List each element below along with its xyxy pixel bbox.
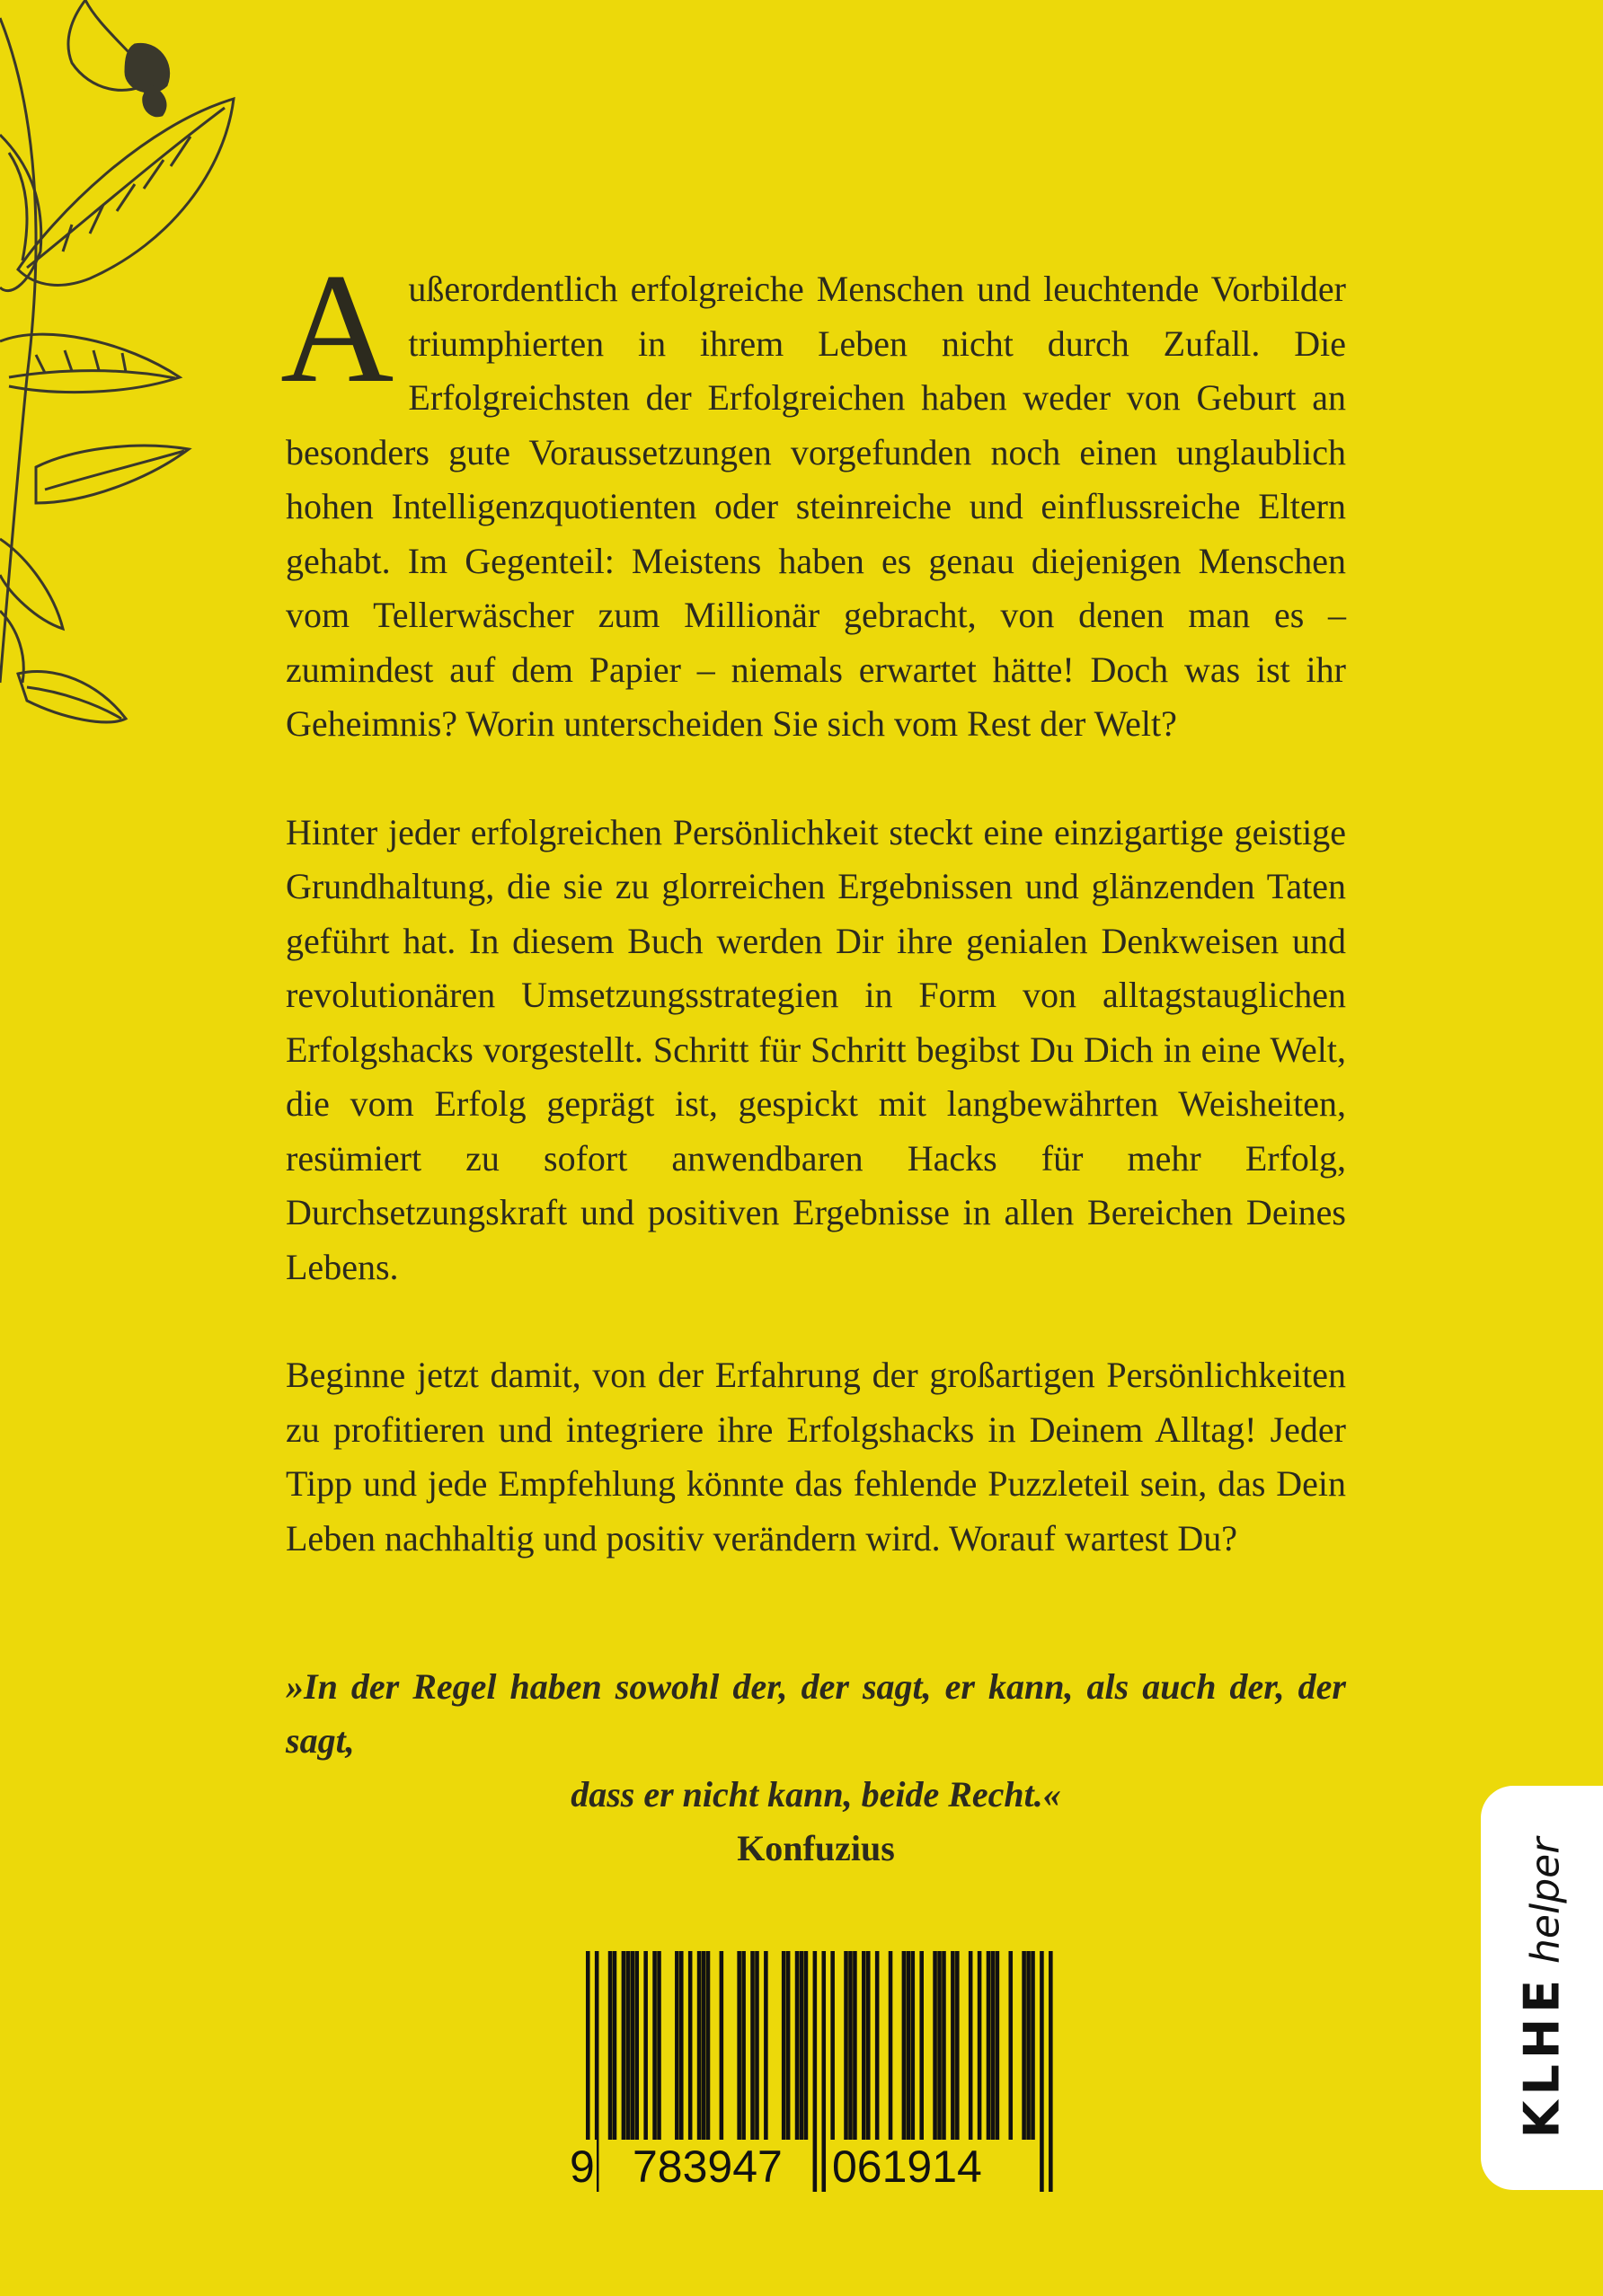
barcode-bar <box>631 1951 635 2140</box>
barcode-bar <box>688 1951 693 2140</box>
barcode-bar <box>795 1951 800 2140</box>
barcode-bar <box>844 1951 848 2140</box>
barcode-bar <box>643 1951 648 2140</box>
barcode-bar <box>706 1951 711 2140</box>
barcode-bar <box>907 1951 911 2140</box>
blurb-text <box>280 241 1346 1566</box>
barcode-bar <box>991 1951 996 2140</box>
quote-line-1: »In der Regel haben sowohl der, der sagt, er kann, als auch der, der sagt, <box>286 1666 1346 1761</box>
barcode-bar <box>955 1951 960 2140</box>
isbn-group-2: 061914 <box>832 2141 982 2192</box>
barcode-bar <box>800 1951 804 2140</box>
barcode-bar <box>937 1951 942 2140</box>
barcode-bar <box>1008 1951 1013 2140</box>
barcode-bar <box>942 1951 946 2140</box>
blurb-paragraph-2: Hinter jeder erfolgreichen Persönlichkeit steckt eine einzigartige geistige Grundhaltung, die sie zu glorreichen Ergebnissen und glänzenden Taten geführt hat. In diesem Buch werden Dir ihre genialen Denkweisen und revolutionären Umsetzungsstrategien in Form von alltagstauglichen Erfolgshacks vorgestellt. Schritt für Schritt begibst Du Dich in eine Welt, die vom Erfolg geprägt ist, gespickt mit langbewährten Weisheiten, resümiert zu sofort anwendbaren Hacks für mehr Erfolg, Durchsetzungskraft und positiven Ergebnisse in allen Bereichen Deines Lebens. <box>286 811 1346 1287</box>
barcode-bar <box>634 1951 639 2140</box>
drop-cap-letter: A <box>280 241 394 415</box>
barcode-bar <box>862 1951 866 2140</box>
barcode-bar <box>1031 1951 1035 2140</box>
barcode-bar <box>853 1951 857 2140</box>
barcode-bar <box>741 1951 746 2140</box>
barcode-bar <box>679 1951 684 2140</box>
barcode-bar <box>764 1951 768 2140</box>
isbn-number <box>568 2140 1071 2194</box>
barcode-bar <box>919 1951 924 2140</box>
barcode-bar <box>830 1951 835 2140</box>
blurb-paragraph-1-text: ußerordentlich erfolgreiche Menschen und leuchtende Vorbilder triumphierten in ihrem Leben nicht durch Zufall. Die Erfolgreichsten der Erfolgreichen haben weder von Geburt an besonders gute Voraussetzungen vorgefunden noch einen unglaublich hohen Intelligenzquotienten oder steinreiche und einflussreiche Eltern gehabt. Im Gegenteil: Meistens haben es genau diejenigen Menschen vom Tellerwäscher zum Millionär gebracht, von denen man es – zumindest auf dem Papier – niemals erwartet hätte! Doch was ist ihr Geheimnis? Worin unterscheiden Sie sich vom Rest der Welt? <box>286 269 1346 744</box>
publisher-logo <box>1481 1786 1603 2190</box>
barcode-bar <box>875 1951 880 2140</box>
barcode-bar <box>755 1951 759 2140</box>
barcode-bar <box>1026 1951 1031 2140</box>
barcode-bar <box>786 1951 791 2140</box>
barcode-bar <box>933 1951 937 2140</box>
barcode-bar <box>702 1951 706 2140</box>
barcode-bar <box>622 1951 626 2140</box>
barcode-bar <box>987 1951 991 2140</box>
barcode-bar <box>613 1951 617 2140</box>
publisher-imprint: helper <box>1522 1837 1569 1964</box>
barcode-bar <box>608 1951 613 2140</box>
isbn-group-1: 783947 <box>633 2141 783 2192</box>
botanical-ornament-illustration <box>0 0 261 773</box>
blurb-paragraph-3: Beginne jetzt damit, von der Erfahrung der großartigen Persönlichkeiten zu profitieren und integriere ihre Erfolgshacks in Deinem Alltag! Jeder Tipp und jede Empfehlung könnte das fehlende Puzzleteil sein, das Dein Leben nachhaltig und positiv verändern wird. Worauf wartest Du? <box>286 1355 1346 1559</box>
barcode-bar <box>804 1951 809 2140</box>
quote-block <box>286 1660 1346 1876</box>
barcode-bar <box>996 1951 1000 2140</box>
barcode-bar <box>889 1951 893 2140</box>
quote-author: Konfuzius <box>737 1828 895 1868</box>
barcode-bar <box>626 1951 631 2140</box>
barcode-bar <box>652 1951 657 2140</box>
barcode-bar <box>1022 1951 1026 2140</box>
barcode-bar <box>969 1951 973 2140</box>
barcode-bar <box>951 1951 955 2140</box>
barcode-bar <box>697 1951 702 2140</box>
isbn-prefix: 9 <box>570 2141 595 2192</box>
barcode-bar <box>720 1951 724 2140</box>
barcode-bar <box>657 1951 661 2140</box>
quote-line-2: dass er nicht kann, beide Recht.« <box>571 1774 1061 1815</box>
barcode-bar <box>737 1951 741 2140</box>
publisher-tab <box>1481 1786 1603 2190</box>
barcode-bar <box>902 1951 907 2140</box>
barcode-bar <box>675 1951 679 2140</box>
blurb-paragraph-1 <box>280 241 1346 752</box>
barcode-bar <box>911 1951 916 2140</box>
barcode-bar <box>782 1951 786 2140</box>
barcode-bar <box>866 1951 871 2140</box>
barcode-bar <box>978 1951 982 2140</box>
publisher-brand: KLHE <box>1513 1974 1571 2139</box>
ornament-leaf-lower <box>36 446 189 503</box>
barcode-bar <box>750 1951 755 2140</box>
barcode-bar <box>848 1951 853 2140</box>
